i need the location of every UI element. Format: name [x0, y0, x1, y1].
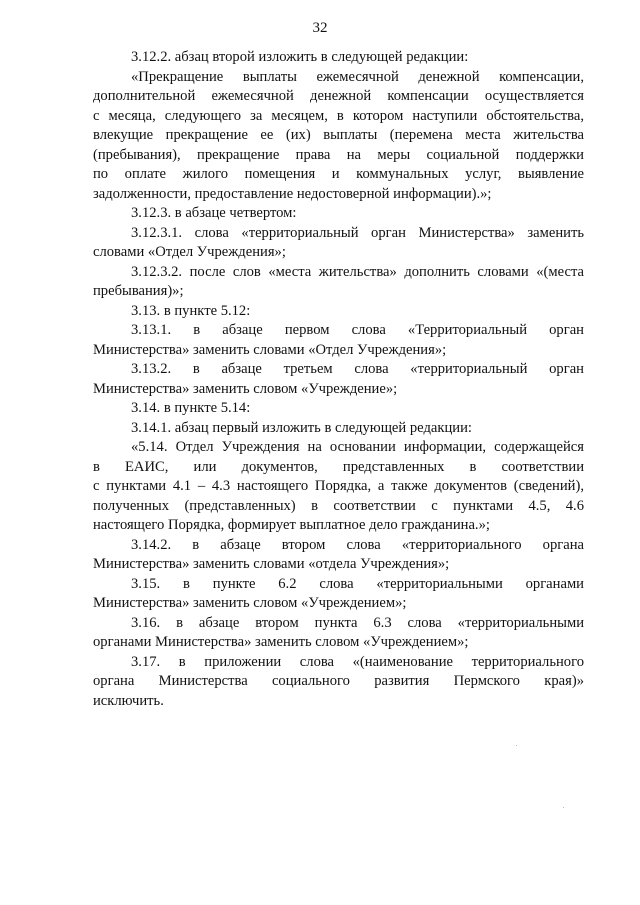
- text-line: 3.12.2. абзац второй изложить в следующей редакции:: [131, 49, 469, 65]
- document-body: [93, 48, 584, 711]
- text-line: (пребывания), прекращение права на меры социальной поддержки: [93, 146, 584, 163]
- text-line: 3.13.2. в абзаце третьем слова «территориальный орган: [131, 361, 584, 377]
- text-line: органами Министерства» заменить словом «Учреждением»;: [93, 634, 469, 650]
- text-line: Министерства» заменить словами «Отдел Учреждения»;: [93, 341, 447, 358]
- text-line: с месяца, следующего за месяцем, в котором наступили обстоятельства,: [93, 107, 584, 124]
- text-line: дополнительной ежемесячной денежной компенсации осуществляется: [93, 88, 584, 104]
- scan-speck: [563, 807, 564, 808]
- text-line: Министерства» заменить словом «Учреждением»;: [93, 595, 407, 611]
- text-line: 3.13.1. в абзаце первом слова «Территориальный орган: [131, 322, 584, 338]
- text-line: 3.14.1. абзац первый изложить в следующей редакции:: [131, 419, 472, 436]
- text-line: 3.13. в пункте 5.12:: [131, 302, 251, 319]
- scan-speck: [516, 745, 517, 746]
- text-line: влекущие прекращение ее (их) выплаты (перемена места жительства: [93, 127, 584, 143]
- text-line: 3.15. в пункте 6.2 слова «территориальными органами: [131, 575, 584, 592]
- text-line: органа Министерства социального развития Пермского края)»: [93, 673, 584, 689]
- page-number: 32: [312, 20, 328, 36]
- text-line: 3.12.3.1. слова «территориальный орган Министерства» заменить: [131, 224, 584, 241]
- text-line: пребывания)»;: [93, 283, 184, 299]
- text-line: по оплате жилого помещения и коммунальных услуг, выявление: [93, 166, 584, 182]
- text-line: в ЕАИС, или документов, представленных в соответствии: [93, 458, 584, 475]
- text-line: настоящего Порядка, формирует выплатное дело гражданина.»;: [93, 517, 490, 533]
- text-line: Министерства» заменить словом «Учреждение»;: [93, 380, 398, 397]
- text-line: с пунктами 4.1 – 4.3 настоящего Порядка, а также документов (сведений),: [93, 478, 584, 494]
- text-line: 3.14.2. в абзаце втором слова «территориального органа: [131, 536, 584, 553]
- text-line: Министерства» заменить словами «отдела Учреждения»;: [93, 556, 450, 572]
- text-line: полученных (представленных) в соответствии с пунктами 4.5, 4.6: [93, 497, 584, 514]
- text-line: 3.12.3. в абзаце четвертом:: [131, 205, 297, 221]
- text-line: словами «Отдел Учреждения»;: [93, 244, 286, 260]
- text-line: задолженности, предоставление недостоверной информации).»;: [93, 185, 492, 202]
- text-line: «Прекращение выплаты ежемесячной денежной компенсации,: [131, 68, 584, 85]
- text-line: 3.12.3.2. после слов «места жительства» дополнить словами «(места: [131, 263, 584, 280]
- text-line: 3.14. в пункте 5.14:: [131, 400, 251, 416]
- text-line: исключить.: [93, 692, 164, 709]
- text-line: 3.17. в приложении слова «(наименование территориального: [131, 653, 584, 670]
- text-line: «5.14. Отдел Учреждения на основании информации, содержащейся: [131, 439, 584, 455]
- text-line: 3.16. в абзаце втором пункта 6.3 слова «территориальными: [131, 614, 584, 631]
